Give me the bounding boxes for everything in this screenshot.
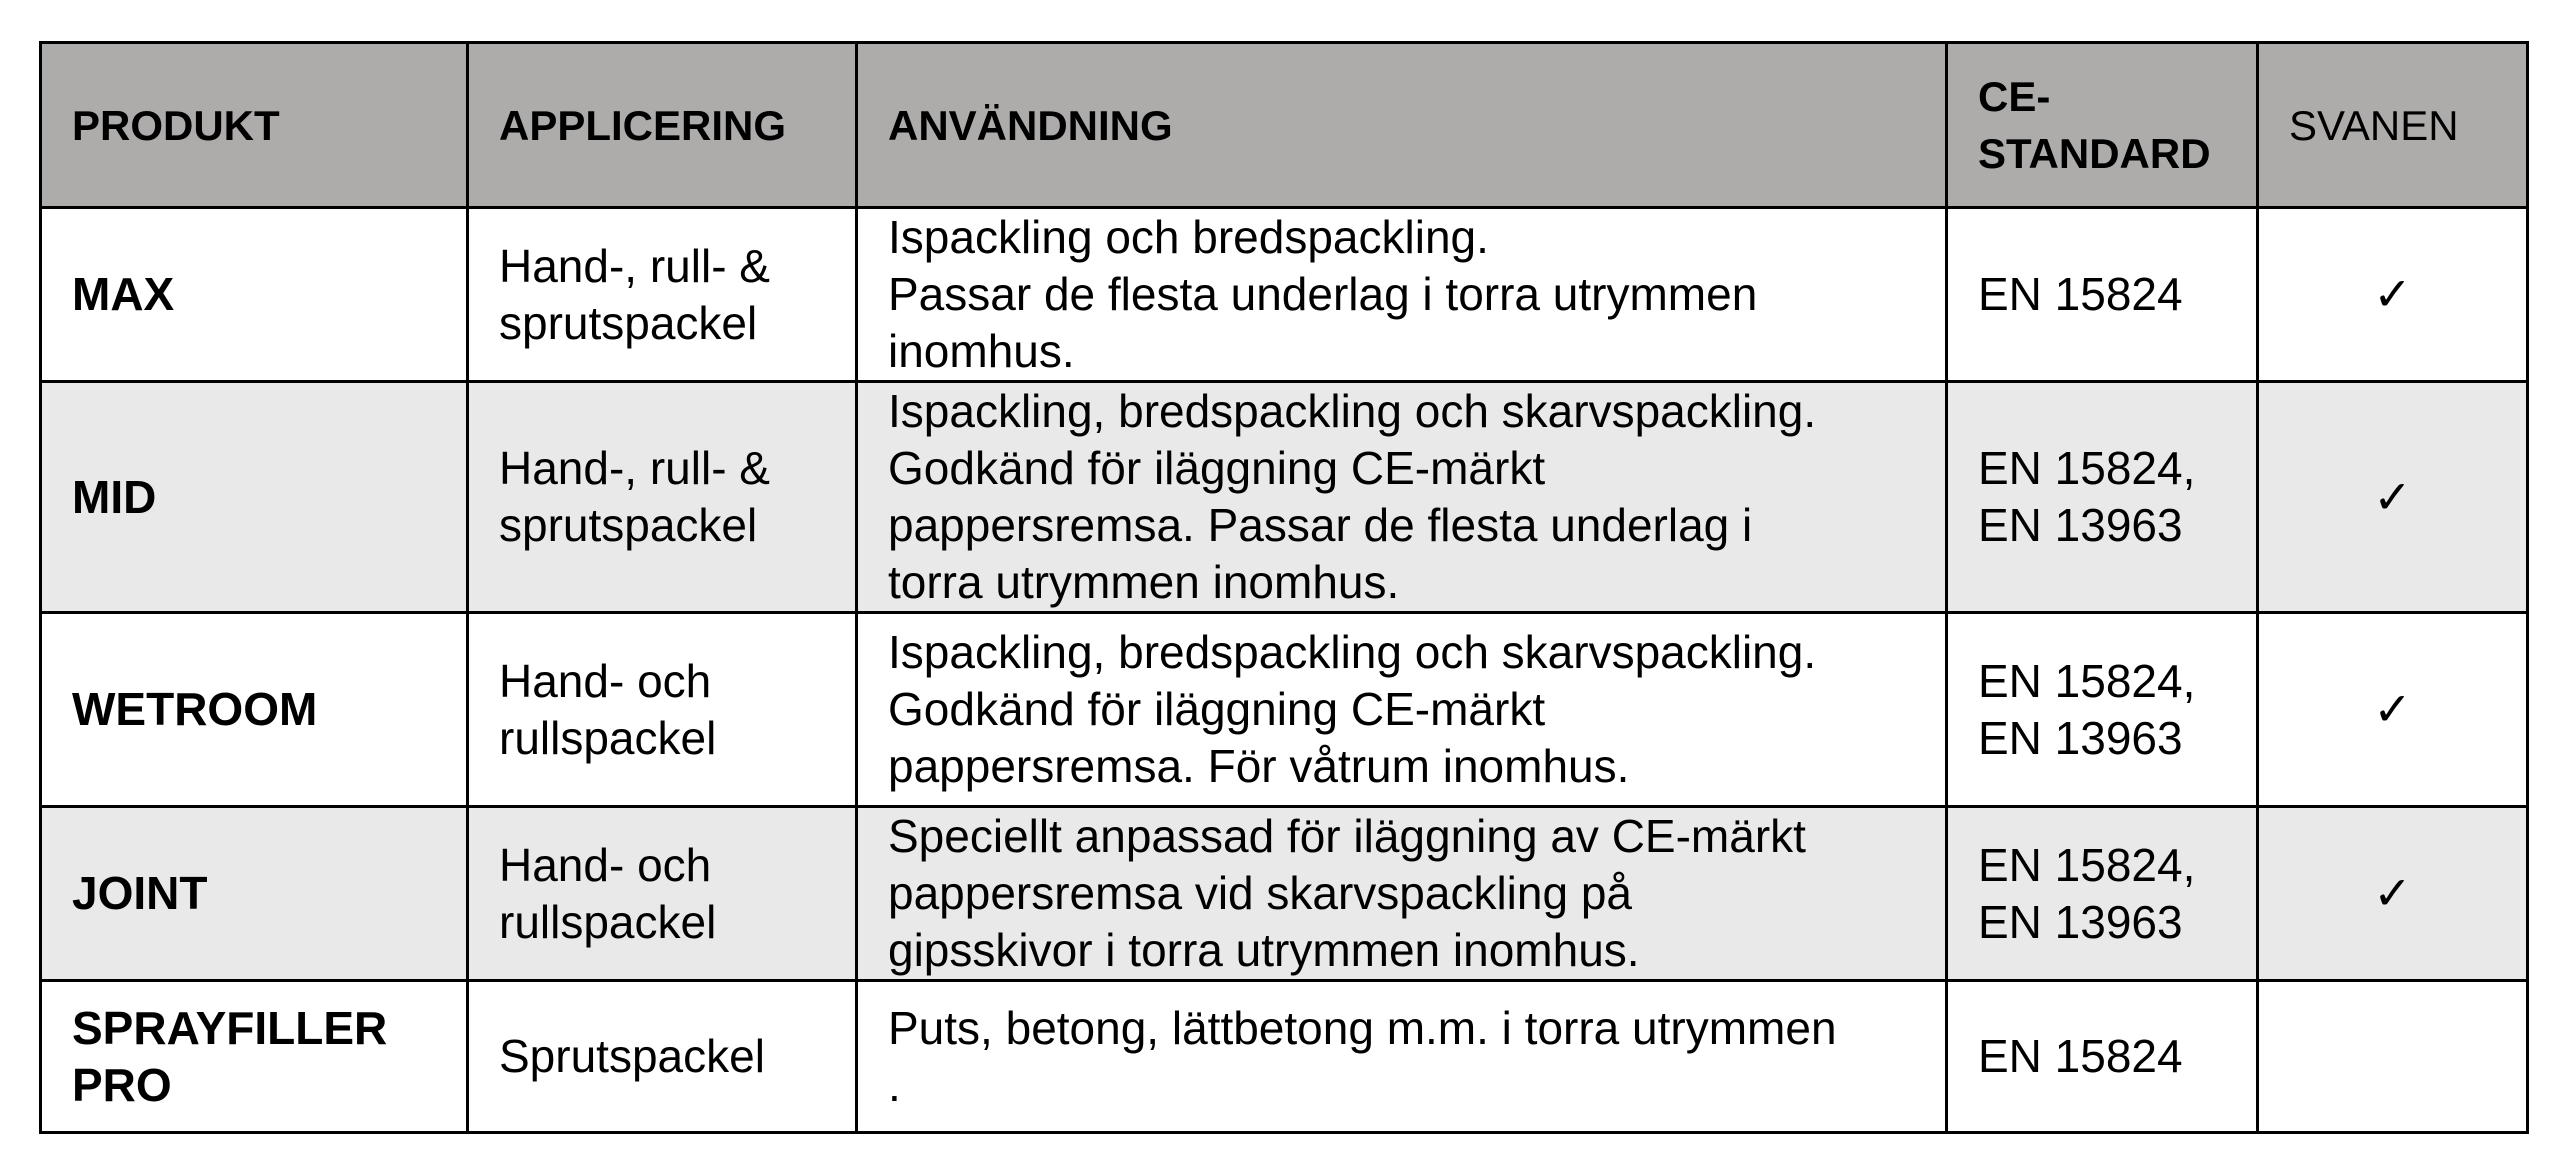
svanen-check-icon: ✓ — [2258, 613, 2528, 807]
ce-standard-cell — [1947, 613, 2258, 807]
product-name-line: SPRAYFILLER — [72, 1001, 388, 1054]
anvandning-line: . — [888, 1058, 901, 1111]
table-row — [41, 613, 2528, 807]
svanen-empty-cell — [2258, 981, 2528, 1133]
product-name-line: PRO — [72, 1058, 172, 1111]
applicering-cell — [468, 382, 857, 613]
anvandning-line: gipsskivor i torra utrymmen inomhus. — [888, 924, 1640, 976]
anvandning-line: Godkänd för iläggning CE-märkt — [888, 683, 1546, 735]
applicering-cell — [468, 807, 857, 981]
header-applicering: APPLICERING — [468, 43, 857, 208]
product-name — [41, 613, 468, 807]
anvandning-line: pappersremsa vid skarvspackling på — [888, 867, 1633, 919]
anvandning-line: Speciellt anpassad för iläggning av CE-märkt — [888, 810, 1806, 862]
anvandning-line: Puts, betong, lättbetong m.m. i torra utrymmen — [888, 1001, 1837, 1054]
ce-standard-line: EN 15824, — [1978, 838, 2196, 891]
header-ce-standard-line: CE- — [1978, 73, 2051, 120]
ce-standard-line: EN 15824 — [1978, 268, 2183, 320]
product-name — [41, 382, 468, 613]
svanen-check-icon: ✓ — [2258, 208, 2528, 382]
table-row — [41, 807, 2528, 981]
applicering-line: Hand-, rull- & — [499, 442, 770, 494]
anvandning-line: Godkänd för iläggning CE-märkt — [888, 442, 1546, 494]
table-row — [41, 382, 2528, 613]
applicering-line: Hand- och — [499, 654, 712, 707]
applicering-cell — [468, 981, 857, 1133]
anvandning-line: pappersremsa. Passar de flesta underlag i — [888, 499, 1753, 551]
anvandning-line: Ispackling och bredspackling. — [888, 211, 1489, 263]
applicering-line: Sprutspackel — [499, 1030, 765, 1082]
svanen-check-icon: ✓ — [2258, 807, 2528, 981]
ce-standard-line: EN 15824, — [1978, 442, 2196, 494]
ce-standard-line: EN 13963 — [1978, 499, 2183, 551]
applicering-cell — [468, 613, 857, 807]
product-name — [41, 981, 468, 1133]
applicering-line: rullspackel — [499, 711, 717, 764]
ce-standard-line: EN 15824, — [1978, 654, 2196, 707]
anvandning-line: inomhus. — [888, 325, 1075, 377]
anvandning-line: torra utrymmen inomhus. — [888, 556, 1400, 608]
ce-standard-cell — [1947, 208, 2258, 382]
ce-standard-line: EN 13963 — [1978, 895, 2183, 948]
header-ce-standard-line: STANDARD — [1978, 130, 2211, 177]
anvandning-cell — [857, 981, 1947, 1133]
anvandning-cell — [857, 382, 1947, 613]
table-row — [41, 208, 2528, 382]
table-row — [41, 981, 2528, 1133]
applicering-line: Hand-, rull- & — [499, 239, 770, 292]
ce-standard-cell — [1947, 981, 2258, 1133]
anvandning-line: pappersremsa. För våtrum inomhus. — [888, 740, 1630, 792]
anvandning-line: Ispackling, bredspackling och skarvspackling. — [888, 626, 1817, 678]
product-name-line: MAX — [72, 268, 175, 320]
anvandning-line: Ispackling, bredspackling och skarvspackling. — [888, 385, 1817, 437]
product-name — [41, 807, 468, 981]
product-table — [39, 41, 2529, 1134]
header-ce-standard — [1947, 43, 2258, 208]
header-svanen: SVANEN — [2258, 43, 2528, 208]
anvandning-cell — [857, 208, 1947, 382]
applicering-line: sprutspackel — [499, 499, 758, 551]
anvandning-line: Passar de flesta underlag i torra utrymmen — [888, 268, 1758, 320]
header-produkt: PRODUKT — [41, 43, 468, 208]
header-anvandning: ANVÄNDNING — [857, 43, 1947, 208]
product-name — [41, 208, 468, 382]
svanen-check-icon: ✓ — [2258, 382, 2528, 613]
anvandning-cell — [857, 807, 1947, 981]
applicering-cell — [468, 208, 857, 382]
ce-standard-line: EN 15824 — [1978, 1030, 2183, 1082]
ce-standard-cell — [1947, 382, 2258, 613]
product-name-line: JOINT — [72, 867, 208, 919]
applicering-line: rullspackel — [499, 895, 717, 948]
anvandning-cell — [857, 613, 1947, 807]
applicering-line: Hand- och — [499, 838, 712, 891]
ce-standard-line: EN 13963 — [1978, 711, 2183, 764]
applicering-line: sprutspackel — [499, 296, 758, 349]
header-row — [41, 43, 2528, 208]
product-name-line: MID — [72, 470, 157, 523]
ce-standard-cell — [1947, 807, 2258, 981]
product-name-line: WETROOM — [72, 683, 318, 735]
